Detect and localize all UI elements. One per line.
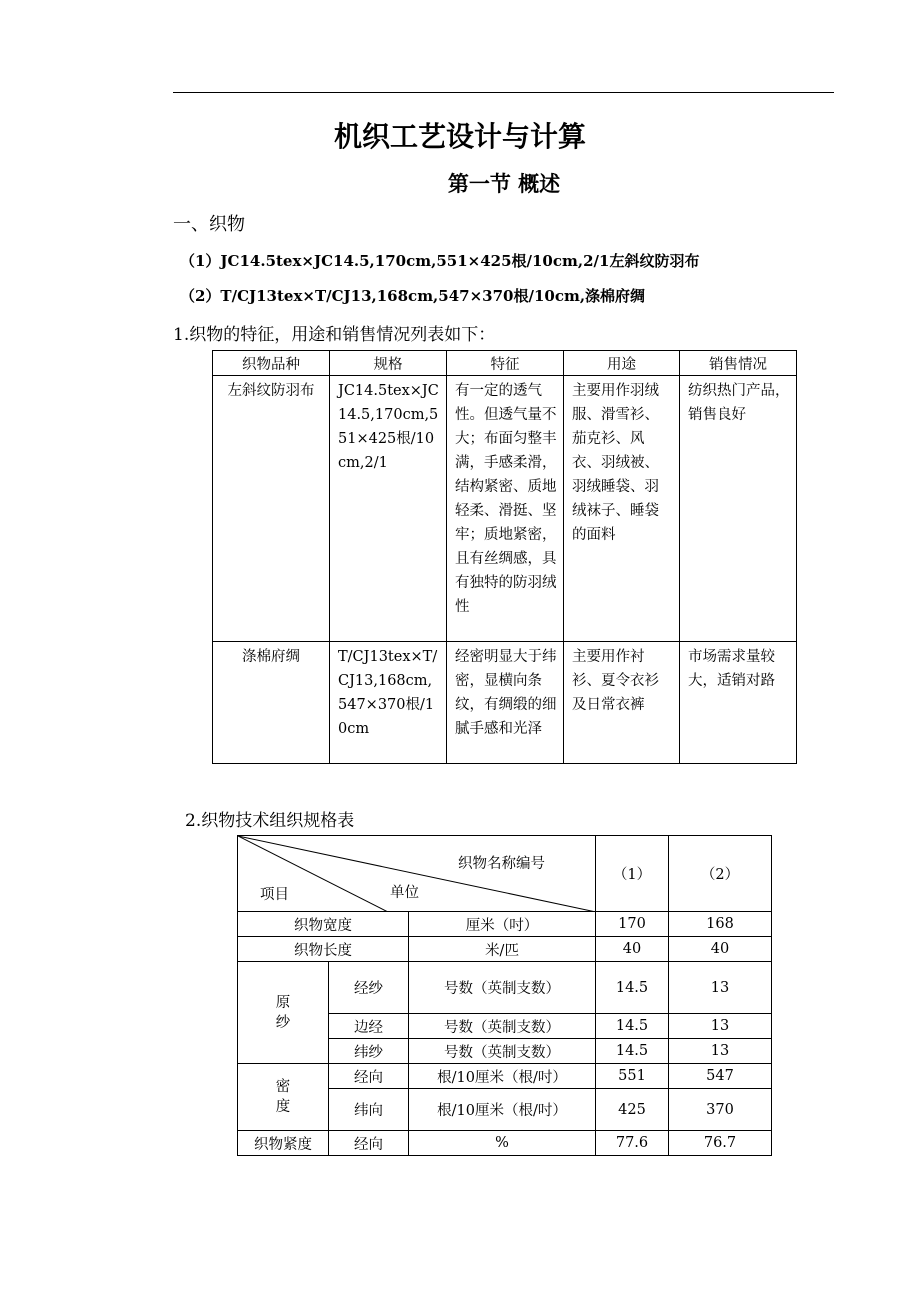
col-header-variety: 织物品种	[213, 351, 330, 376]
table2-caption: 2.织物技术组织规格表	[185, 811, 355, 831]
group-label-yarn-text: 原纱	[275, 994, 291, 1031]
row-value-2: 13	[669, 1039, 772, 1064]
table-row	[238, 1131, 772, 1156]
fabric-2-spec: （2）T/CJ13tex×T/CJ13,168cm,547×370根/10cm,涤棉府绸	[180, 287, 646, 305]
table-row	[238, 937, 772, 962]
row-value-2: 76.7	[669, 1131, 772, 1156]
section-title: 第一节 概述	[447, 171, 561, 196]
row-label: 经向	[329, 1064, 409, 1089]
cell-feature: 有一定的透气性。但透气量不大；布面匀整丰满，手感柔滑，结构紧密、质地轻柔、滑挺、坚牢；质地紧密，且有丝绸感，具有独特的防羽绒性	[447, 376, 564, 642]
row-value-1: 14.5	[596, 962, 669, 1014]
table-row	[238, 962, 772, 1014]
col-header-spec: 规格	[330, 351, 447, 376]
row-value-1: 14.5	[596, 1039, 669, 1064]
row-value-1: 77.6	[596, 1131, 669, 1156]
cell-spec: JC14.5tex×JC14.5,170cm,551×425根/10cm,2/1	[330, 376, 447, 642]
col-header-usage: 用途	[564, 351, 680, 376]
row-label: 织物宽度	[238, 912, 409, 937]
fabric-features-table	[212, 350, 797, 764]
row-value-2: 13	[669, 962, 772, 1014]
document-title: 机织工艺设计与计算	[333, 120, 586, 153]
header-item: 项目	[260, 887, 289, 903]
col-header-fabric-1: （1）	[596, 836, 669, 912]
header-unit: 单位	[390, 885, 419, 901]
row-sublabel: 经向	[329, 1131, 409, 1156]
row-value-2: 40	[669, 937, 772, 962]
heading-fabric: 一、织物	[173, 214, 245, 235]
cell-spec: T/CJ13tex×T/CJ13,168cm,547×370根/10cm	[330, 642, 447, 764]
fabric-spec-table	[237, 835, 772, 1156]
header-fabric-name: 织物名称编号	[458, 856, 545, 872]
group-label-yarn	[238, 962, 329, 1064]
fabric-1-spec: （1）JC14.5tex×JC14.5,170cm,551×425根/10cm,2/1左斜纹防羽布	[180, 252, 700, 270]
table-header-row	[238, 836, 772, 912]
cell-usage: 主要用作衬衫、夏令衣衫及日常衣裤	[564, 642, 680, 764]
table-header-row	[213, 351, 797, 376]
row-value-2: 547	[669, 1064, 772, 1089]
row-label: 纬向	[329, 1089, 409, 1131]
row-label: 纬纱	[329, 1039, 409, 1064]
table-row	[213, 642, 797, 764]
row-value-2: 168	[669, 912, 772, 937]
group-label-density-text: 密度	[275, 1079, 291, 1115]
row-unit: 号数（英制支数）	[409, 1014, 596, 1039]
row-value-2: 370	[669, 1089, 772, 1131]
row-unit: 号数（英制支数）	[409, 1039, 596, 1064]
table-row	[238, 912, 772, 937]
row-unit: 根/10厘米（根/吋）	[409, 1064, 596, 1089]
col-header-fabric-2: （2）	[669, 836, 772, 912]
cell-variety: 左斜纹防羽布	[213, 376, 330, 642]
table1-caption: 1.织物的特征，用途和销售情况列表如下：	[173, 325, 496, 345]
table-row	[238, 1064, 772, 1089]
row-value-2: 13	[669, 1014, 772, 1039]
row-value-1: 14.5	[596, 1014, 669, 1039]
col-header-sales: 销售情况	[680, 351, 797, 376]
row-value-1: 170	[596, 912, 669, 937]
row-value-1: 40	[596, 937, 669, 962]
row-unit: 米/匹	[409, 937, 596, 962]
row-unit: 厘米（吋）	[409, 912, 596, 937]
cell-usage: 主要用作羽绒服、滑雪衫、茄克衫、风衣、羽绒被、羽绒睡袋、羽绒袜子、睡袋的面料	[564, 376, 680, 642]
col-header-feature: 特征	[447, 351, 564, 376]
row-label: 经纱	[329, 962, 409, 1014]
row-unit: 号数（英制支数）	[409, 962, 596, 1014]
group-label-density	[238, 1064, 329, 1131]
row-unit: %	[409, 1131, 596, 1156]
row-value-1: 425	[596, 1089, 669, 1131]
row-value-1: 551	[596, 1064, 669, 1089]
cell-sales: 纺织热门产品，销售良好	[680, 376, 797, 642]
row-label: 织物长度	[238, 937, 409, 962]
cell-variety: 涤棉府绸	[213, 642, 330, 764]
cell-sales: 市场需求量较大，适销对路	[680, 642, 797, 764]
diagonal-header-cell	[238, 836, 596, 912]
row-label: 织物紧度	[238, 1131, 329, 1156]
cell-feature: 经密明显大于纬密，显横向条纹，有绸缎的细腻手感和光泽	[447, 642, 564, 764]
row-label: 边经	[329, 1014, 409, 1039]
header-rule	[173, 92, 834, 93]
row-unit: 根/10厘米（根/吋）	[409, 1089, 596, 1131]
table-row	[213, 376, 797, 642]
